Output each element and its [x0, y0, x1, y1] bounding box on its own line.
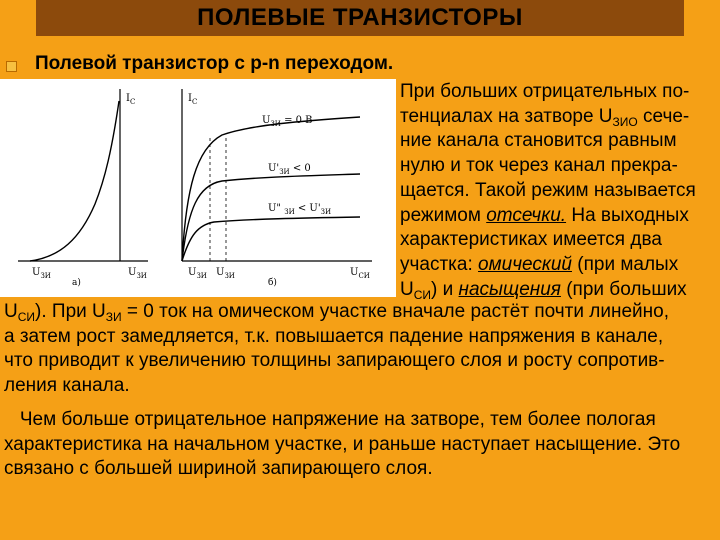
body-line-1: $U_{СИ}$). При $U_{ЗИ} = 0$ ток на омическом участке вначале растёт почти линейно,	[4, 301, 669, 324]
left-cutoff-label: $U_{ЗИ}$	[32, 267, 51, 280]
para2-line-2: характеристика на начальном участке, и раньше наступает насыщение. Это	[4, 433, 681, 455]
right-line-6: режимом отсечки. На выходных	[400, 204, 689, 226]
output-curve-3	[182, 217, 360, 261]
output-curve-1	[182, 117, 360, 261]
title-bar	[36, 0, 684, 36]
right-line-1: При больших отрицательных по-	[400, 81, 690, 102]
right-line-7: характеристиках имеется два	[400, 229, 662, 251]
right-x-tick-1: $U_{ЗИ}$	[188, 267, 207, 280]
body-line-4: ления канала.	[4, 375, 130, 397]
body-paragraph-1	[4, 300, 718, 399]
body-line-3: что приводит к увеличению толщины запирающего слоя и росту сопротив-	[4, 350, 665, 372]
body-line-2: а затем рост замедляется, т.к. повышается падение напряжения в канале,	[4, 325, 664, 347]
left-y-label: $I_С$	[126, 93, 136, 106]
left-x-label: $U_{ЗИ}$	[128, 267, 147, 280]
right-line-3: ние канала становится равным	[400, 130, 677, 152]
right-line-2: тенциалах на затворе $U_{ЗИО}$ сече-	[400, 105, 690, 129]
characteristics-svg	[0, 79, 396, 297]
bullet-square-icon	[6, 61, 17, 72]
right-line-9: $U_{СИ}$) и насыщения (при больших	[400, 278, 687, 302]
right-caption: б)	[268, 278, 277, 288]
right-line-8: участка: омический (при малых	[400, 253, 679, 275]
para2-line-3: связано с большей шириной запирающего слоя.	[4, 458, 433, 480]
right-y-label: $I_С$	[188, 93, 198, 106]
left-caption: а)	[72, 278, 81, 288]
right-column-text	[400, 80, 718, 302]
right-x-label: $U_{СИ}$	[350, 267, 370, 280]
right-line-4: нулю и ток через канал прекра-	[400, 155, 678, 177]
transfer-curve	[30, 101, 119, 261]
right-x-tick-2: $U_{ЗИ}$	[216, 267, 235, 280]
subtitle: Полевой транзистор с p-n переходом.	[35, 53, 394, 74]
page-title: ПОЛЕВЫЕ ТРАНЗИСТОРЫ	[197, 4, 523, 31]
curve-3-label: U" $_{ЗИ} < U'_{ЗИ}$	[268, 203, 332, 216]
title-bar-left-block	[0, 0, 36, 36]
curve-1-label: $U_{ЗИ} = 0$ В	[262, 115, 313, 128]
body-paragraph-2	[4, 408, 718, 482]
para2-line-1: Чем больше отрицательное напряжение на затворе, тем более пологая	[4, 409, 656, 430]
right-line-5: щается. Такой режим называется	[400, 179, 696, 201]
curve-2-label: $U'_{ЗИ} < 0$	[268, 163, 311, 176]
transistor-characteristics-figure	[0, 79, 396, 297]
